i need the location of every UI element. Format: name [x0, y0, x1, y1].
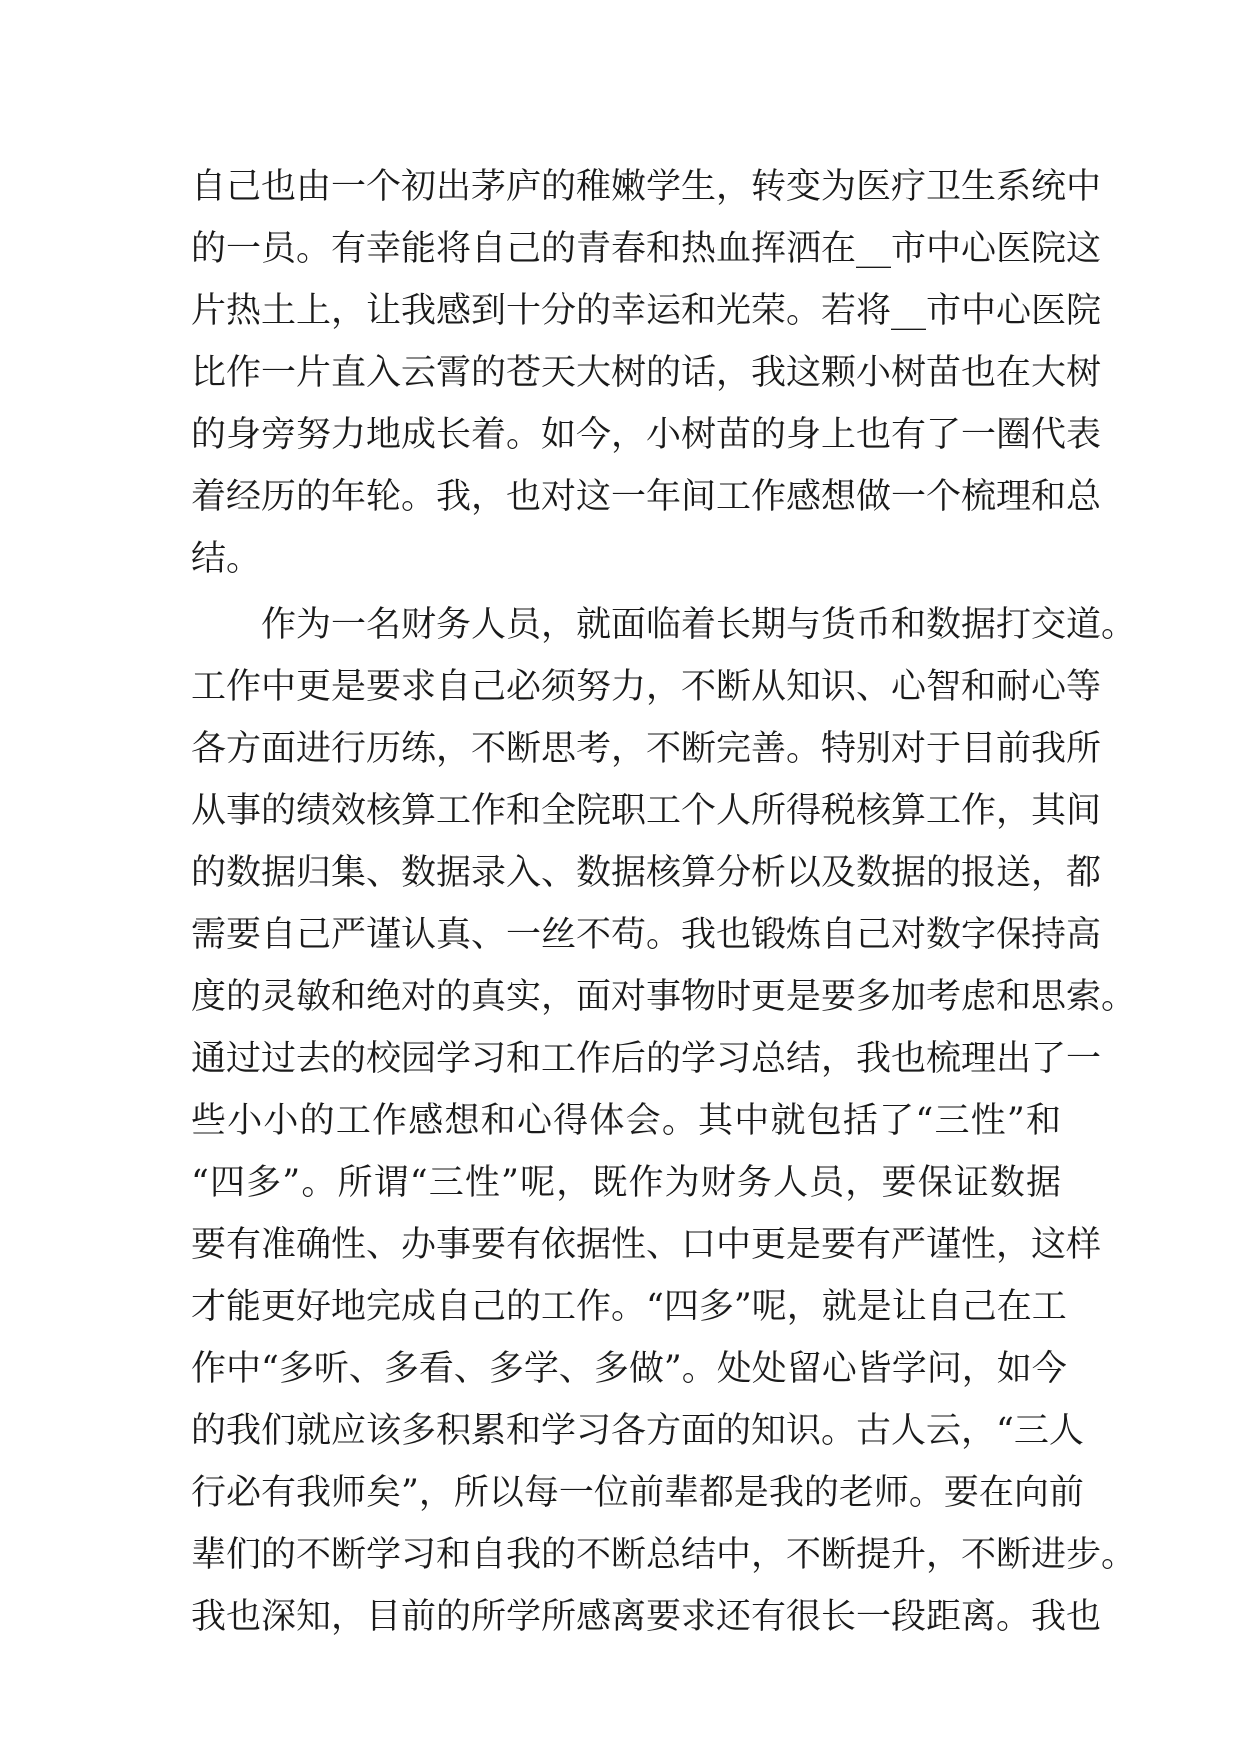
- text-line: 的我们就应该多积累和学习各方面的知识。古人云，“三人: [191, 1411, 1084, 1451]
- text-line: 的一员。有幸能将自己的青春和热血挥洒在__市中心医院这: [191, 229, 1102, 269]
- text-line: 自己也由一个初出茅庐的稚嫩学生，转变为医疗卫生系统中: [191, 167, 1102, 207]
- text-line: 着经历的年轮。我，也对这一年间工作感想做一个梳理和总: [191, 477, 1102, 517]
- text-line: 需要自己严谨认真、一丝不苟。我也锻炼自己对数字保持高: [191, 915, 1102, 955]
- text-line: 通过过去的校园学习和工作后的学习总结，我也梳理出了一: [191, 1039, 1102, 1079]
- text-line: 结。: [191, 539, 262, 579]
- text-line: 辈们的不断学习和自我的不断总结中，不断提升，不断进步。: [191, 1535, 1137, 1575]
- text-line: 比作一片直入云霄的苍天大树的话，我这颗小树苗也在大树: [191, 353, 1102, 393]
- text-line: 作中“多听、多看、多学、多做”。处处留心皆学问，如今: [191, 1349, 1067, 1389]
- text-line: 的数据归集、数据录入、数据核算分析以及数据的报送，都: [191, 853, 1102, 893]
- text-line: 从事的绩效核算工作和全院职工个人所得税核算工作，其间: [191, 791, 1102, 831]
- text-line: 各方面进行历练，不断思考，不断完善。特别对于目前我所: [191, 729, 1102, 769]
- text-line: 工作中更是要求自己必须努力，不断从知识、心智和耐心等: [191, 667, 1102, 707]
- text-line: 作为一名财务人员，就面临着长期与货币和数据打交道。: [191, 605, 1137, 645]
- text-line: 的身旁努力地成长着。如今，小树苗的身上也有了一圈代表: [191, 415, 1102, 455]
- text-line: 要有准确性、办事要有依据性、口中更是要有严谨性，这样: [191, 1225, 1102, 1265]
- text-line: 才能更好地完成自己的工作。“四多”呢，就是让自己在工: [191, 1287, 1067, 1327]
- document-body: [191, 156, 1137, 1648]
- text-line: “四多”。所谓“三性”呢，既作为财务人员，要保证数据: [191, 1163, 1061, 1203]
- text-line: 度的灵敏和绝对的真实，面对事物时更是要多加考虑和思索。: [191, 977, 1137, 1017]
- text-line: 我也深知，目前的所学所感离要求还有很长一段距离。我也: [191, 1597, 1102, 1637]
- text-line: 片热土上，让我感到十分的幸运和光荣。若将__市中心医院: [191, 291, 1102, 331]
- text-line: 些小小的工作感想和心得体会。其中就包括了“三性”和: [191, 1101, 1061, 1141]
- paragraph-2: [191, 594, 1137, 1648]
- text-line: 行必有我师矣”，所以每一位前辈都是我的老师。要在向前: [191, 1473, 1084, 1513]
- paragraph-1: [191, 156, 1102, 590]
